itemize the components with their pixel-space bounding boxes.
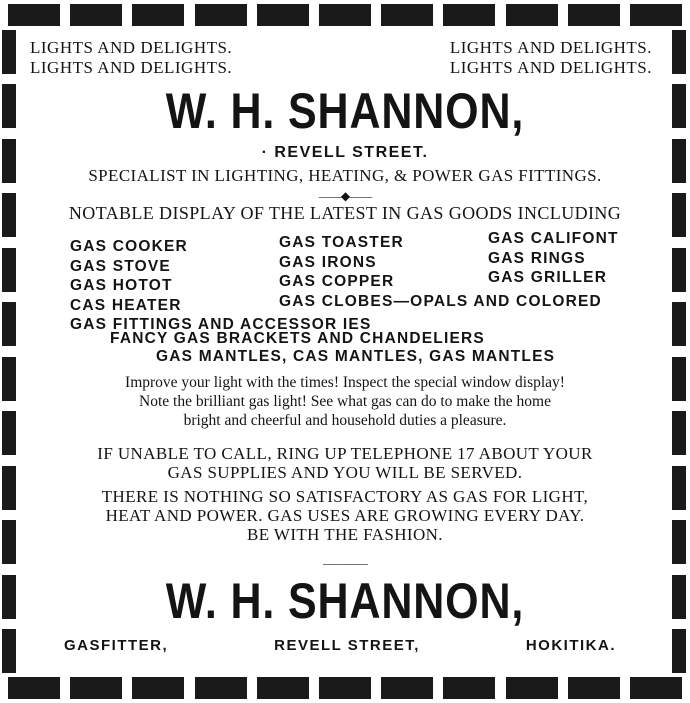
goods-item: GAS TOASTER: [279, 234, 404, 251]
bottom-border: [0, 675, 690, 701]
ornament-divider: ——◆——: [318, 189, 372, 203]
lights-text: LIGHTS AND DELIGHTS.: [30, 58, 233, 77]
paragraph-line: GAS SUPPLIES AND YOU WILL BE SERVED.: [167, 463, 523, 482]
mantles-line: GAS MANTLES, CAS MANTLES, GAS MANTLES: [156, 348, 556, 365]
goods-item: GAS CALIFONT: [488, 230, 619, 247]
fittings-line: GAS FITTINGS AND ACCESSOR IES: [70, 316, 372, 333]
paragraph-line: Note the brilliant gas light! See what gas can do to make the home: [139, 393, 551, 410]
brackets-line: FANCY GAS BRACKETS AND CHANDELIERS: [110, 330, 485, 347]
lights-right: [450, 38, 652, 78]
business-name-heading: W. H. SHANNON,: [165, 83, 525, 139]
business-name-footer-heading: W. H. SHANNON,: [165, 573, 525, 629]
goods-item: GAS GRILLER: [488, 269, 608, 286]
goods-item: GAS RINGS: [488, 249, 586, 267]
footer-trade: GASFITTER,: [64, 637, 169, 654]
goods-item: GAS CLOBES—OPALS AND COLORED: [279, 292, 602, 310]
paragraph-line: HEAT AND POWER. GAS USES ARE GROWING EVERY DAY.: [105, 506, 585, 525]
footer-line: [64, 637, 616, 654]
paragraph-line: THERE IS NOTHING SO SATISFACTORY AS GAS FOR LIGHT,: [101, 487, 589, 506]
short-rule: ————: [323, 556, 367, 570]
goods-item: GAS COPPER: [279, 273, 395, 290]
improve-paragraph: [24, 373, 666, 430]
paragraph-line: BE WITH THE FASHION.: [247, 525, 443, 544]
satisfactory-paragraph: [24, 487, 666, 544]
left-border: [2, 30, 18, 673]
lights-text: LIGHTS AND DELIGHTS.: [30, 38, 233, 57]
footer-town: HOKITIKA.: [525, 637, 616, 654]
top-border: [0, 2, 690, 28]
lights-left: [30, 38, 232, 78]
specialist-line: SPECIALIST IN LIGHTING, HEATING, & POWER GAS FITTINGS.: [88, 166, 602, 185]
paragraph-line: IF UNABLE TO CALL, RING UP TELEPHONE 17 ABOUT YOUR: [97, 444, 593, 463]
paragraph-line: Improve your light with the times! Inspect the special window display!: [125, 374, 565, 391]
goods-item: GAS IRONS: [279, 253, 377, 271]
goods-column-3: [488, 229, 619, 288]
paragraph-line: bright and cheerful and household duties a pleasure.: [183, 412, 507, 429]
lights-text: LIGHTS AND DELIGHTS.: [449, 58, 652, 77]
right-border: [672, 30, 688, 673]
ad-body: [24, 32, 666, 671]
lights-text: LIGHTS AND DELIGHTS.: [449, 38, 652, 57]
goods-item: GAS STOVE: [70, 257, 171, 275]
lights-and-delights: [30, 38, 660, 78]
goods-item: GAS COOKER: [70, 238, 188, 255]
telephone-paragraph: [24, 444, 666, 482]
footer-street: REVELL STREET,: [274, 637, 420, 654]
goods-item: CAS HEATER: [70, 296, 182, 314]
street-address: · REVELL STREET.: [261, 144, 429, 161]
goods-column-1: [70, 237, 188, 315]
notable-display-line: NOTABLE DISPLAY OF THE LATEST IN GAS GOODS INCLUDING: [68, 203, 622, 223]
goods-item: GAS HOTOT: [70, 277, 173, 294]
